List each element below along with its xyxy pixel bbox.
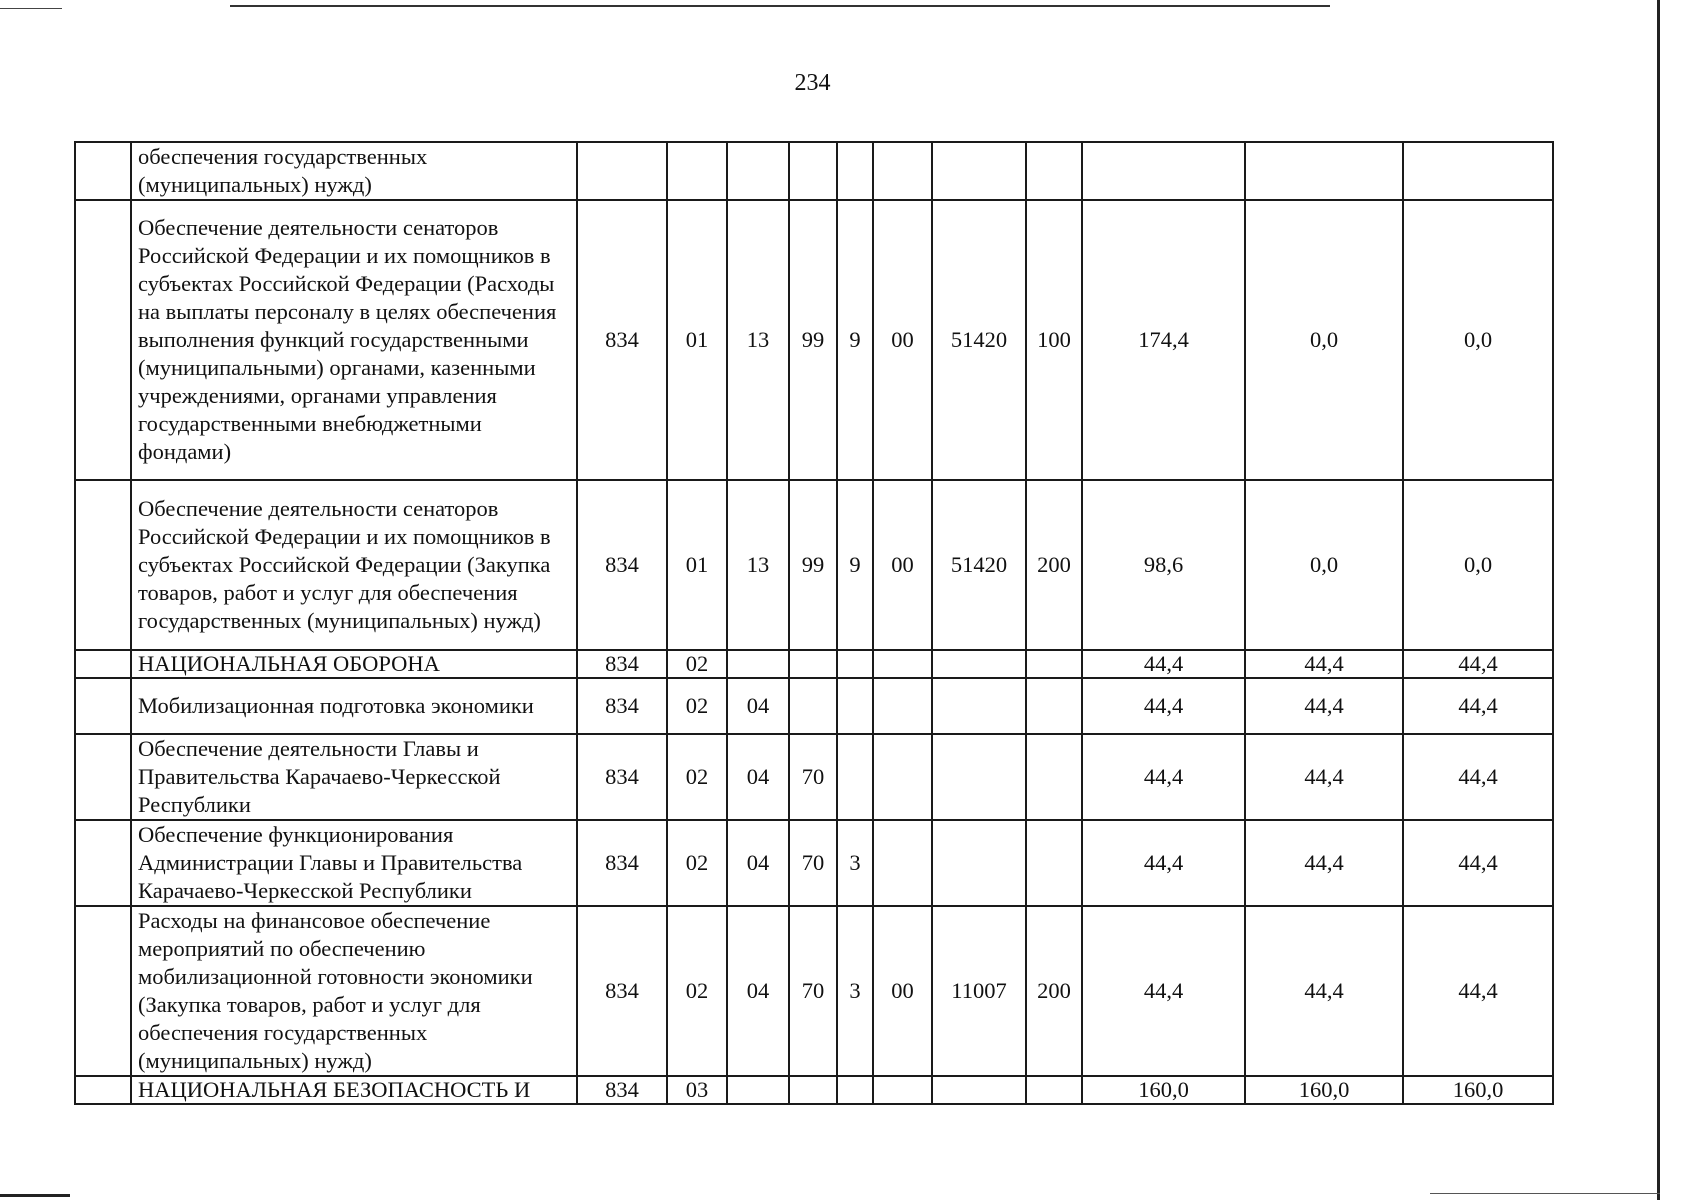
section-code: 01 [667,200,727,480]
section-code: 02 [667,734,727,820]
row-name: НАЦИОНАЛЬНАЯ ОБОРОНА [131,650,577,678]
subsection-code [727,1076,789,1104]
amount-year-2: 44,4 [1245,678,1403,734]
expense-type-code [1026,734,1082,820]
subprogram-code [837,678,873,734]
main-activity-code [873,1076,932,1104]
amount-year-3: 0,0 [1403,200,1553,480]
scan-edge-bottom [1430,1193,1660,1194]
amount-year-1: 44,4 [1082,820,1245,906]
expense-direction-code: 51420 [932,200,1026,480]
program-code [789,678,837,734]
expense-direction-code [932,734,1026,820]
main-activity-code [873,678,932,734]
amount-year-2: 0,0 [1245,480,1403,650]
page-number: 234 [794,70,831,96]
ministry-code: 834 [577,734,667,820]
program-code: 70 [789,820,837,906]
amount-year-3: 44,4 [1403,650,1553,678]
table-row [75,678,1553,734]
amount-year-3 [1403,142,1553,200]
expense-type-code [1026,678,1082,734]
scan-edge-top [230,5,1330,7]
scan-edge-bottom-left [0,1194,70,1197]
expense-direction-code [932,142,1026,200]
row-name: Обеспечение деятельности сенаторов Российской Федерации и их помощников в субъектах Российской Федерации (Расходы на выплаты персоналу в целях обеспечения выполнения функций государственными (муниципальными) органами, казенными учреждениями, органами управления государственными внебюджетными фондами) [131,200,577,480]
ministry-code: 834 [577,200,667,480]
row-name: Обеспечение деятельности Главы и Правительства Карачаево-Черкесской Республики [131,734,577,820]
row-number [75,820,131,906]
table-row [75,142,1553,200]
program-code [789,1076,837,1104]
main-activity-code [873,650,932,678]
expense-direction-code [932,678,1026,734]
section-row [75,650,1553,678]
row-name: Обеспечение деятельности сенаторов Российской Федерации и их помощников в субъектах Российской Федерации (Закупка товаров, работ и услуг для обеспечения государственных (муниципальных) нужд) [131,480,577,650]
main-activity-code: 00 [873,480,932,650]
row-name: Обеспечение функционирования Администрации Главы и Правительства Карачаево-Черкесской Республики [131,820,577,906]
subprogram-code: 3 [837,906,873,1076]
program-code [789,650,837,678]
ministry-code: 834 [577,820,667,906]
program-code: 70 [789,906,837,1076]
section-code: 02 [667,678,727,734]
amount-year-3: 44,4 [1403,678,1553,734]
expense-direction-code [932,820,1026,906]
amount-year-3: 44,4 [1403,906,1553,1076]
amount-year-2: 44,4 [1245,650,1403,678]
expense-direction-code: 11007 [932,906,1026,1076]
ministry-code [577,142,667,200]
subprogram-code [837,142,873,200]
subsection-code: 04 [727,734,789,820]
amount-year-1: 44,4 [1082,734,1245,820]
row-number [75,480,131,650]
table-row [75,480,1553,650]
expense-type-code: 100 [1026,200,1082,480]
section-code: 02 [667,820,727,906]
amount-year-3: 44,4 [1403,820,1553,906]
amount-year-3: 160,0 [1403,1076,1553,1104]
row-number [75,734,131,820]
expense-type-code: 200 [1026,906,1082,1076]
row-number [75,678,131,734]
row-number [75,906,131,1076]
expense-type-code [1026,650,1082,678]
expense-type-code [1026,1076,1082,1104]
ministry-code: 834 [577,906,667,1076]
subprogram-code: 9 [837,480,873,650]
ministry-code: 834 [577,650,667,678]
table-row [75,906,1553,1076]
row-number [75,650,131,678]
table-row [75,820,1553,906]
subsection-code: 13 [727,200,789,480]
subsection-code [727,650,789,678]
scan-edge-top-left [0,8,62,9]
ministry-code: 834 [577,480,667,650]
subsection-code: 13 [727,480,789,650]
expense-direction-code: 51420 [932,480,1026,650]
amount-year-2: 0,0 [1245,200,1403,480]
expense-direction-code [932,650,1026,678]
subprogram-code: 3 [837,820,873,906]
amount-year-2: 44,4 [1245,906,1403,1076]
amount-year-1: 44,4 [1082,678,1245,734]
subsection-code [727,142,789,200]
section-row [75,1076,1553,1104]
main-activity-code: 00 [873,906,932,1076]
ministry-code: 834 [577,678,667,734]
row-name: НАЦИОНАЛЬНАЯ БЕЗОПАСНОСТЬ И [131,1076,577,1104]
amount-year-1: 44,4 [1082,650,1245,678]
main-activity-code [873,734,932,820]
main-activity-code [873,820,932,906]
amount-year-2: 160,0 [1245,1076,1403,1104]
subsection-code: 04 [727,678,789,734]
expense-type-code: 200 [1026,480,1082,650]
budget-table-body [75,142,1553,1104]
amount-year-1: 160,0 [1082,1076,1245,1104]
row-number [75,1076,131,1104]
subprogram-code [837,734,873,820]
amount-year-2: 44,4 [1245,734,1403,820]
program-code: 70 [789,734,837,820]
table-row [75,734,1553,820]
amount-year-1: 174,4 [1082,200,1245,480]
amount-year-1 [1082,142,1245,200]
program-code: 99 [789,480,837,650]
amount-year-3: 0,0 [1403,480,1553,650]
table-row [75,200,1553,480]
budget-table [74,141,1554,1105]
amount-year-1: 44,4 [1082,906,1245,1076]
amount-year-3: 44,4 [1403,734,1553,820]
amount-year-2: 44,4 [1245,820,1403,906]
main-activity-code [873,142,932,200]
section-code: 01 [667,480,727,650]
subprogram-code [837,650,873,678]
subprogram-code [837,1076,873,1104]
section-code [667,142,727,200]
row-number [75,142,131,200]
amount-year-1: 98,6 [1082,480,1245,650]
subsection-code: 04 [727,820,789,906]
subprogram-code: 9 [837,200,873,480]
main-activity-code: 00 [873,200,932,480]
section-code: 03 [667,1076,727,1104]
section-code: 02 [667,906,727,1076]
row-number [75,200,131,480]
expense-type-code [1026,820,1082,906]
amount-year-2 [1245,142,1403,200]
program-code [789,142,837,200]
row-name: Расходы на финансовое обеспечение мероприятий по обеспечению мобилизационной готовности экономики (Закупка товаров, работ и услуг для обеспечения государственных (муниципальных) нужд) [131,906,577,1076]
section-code: 02 [667,650,727,678]
program-code: 99 [789,200,837,480]
expense-type-code [1026,142,1082,200]
expense-direction-code [932,1076,1026,1104]
row-name: обеспечения государственных (муниципальных) нужд) [131,142,577,200]
ministry-code: 834 [577,1076,667,1104]
scan-edge-right [1657,0,1660,1200]
subsection-code: 04 [727,906,789,1076]
row-name: Мобилизационная подготовка экономики [131,678,577,734]
